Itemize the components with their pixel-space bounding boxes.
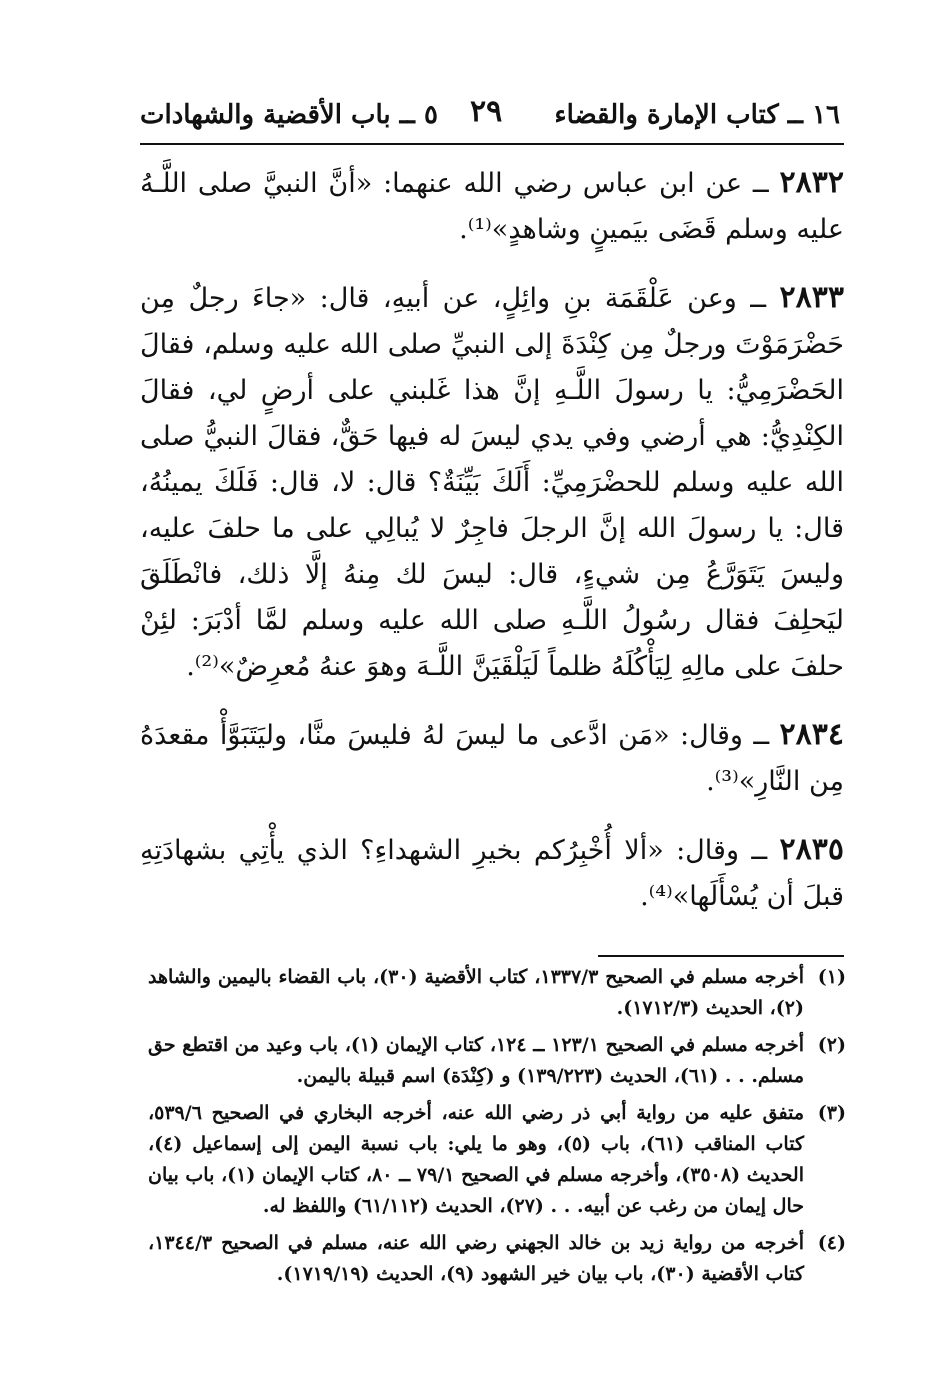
hadith-text: ــ وعن عَلْقَمَة بنِ وائِلٍ، عن أبيهِ، قال: «جاءَ رجلٌ مِن حَضْرَمَوْتَ ورجلٌ مِن كِنْدَةَ إلى النبيِّ صلى الله عليه وسلم، فقالَ الحَضْرَمِيُّ: يا رسولَ اللَّـهِ إنَّ هذا غَلبني على أرضٍ لي، فقالَ الكِنْدِيُّ: هي أرضي وفي يدي ليسَ له فيها حَقٌّ، فقالَ النبيُّ صلى الله عليه وسلم للحضْرَمِيِّ: أَلَكَ بَيِّنَةٌ؟ قال: لا، قال: فَلَكَ يمينُهُ، قال: يا رسولَ الله إنَّ الرجلَ فاجِرٌ لا يُبالِي على ما حلفَ عليه، وليسَ يَتَوَرَّعُ مِن شيءٍ، قال: ليسَ لك مِنهُ إلَّا ذلك، فانْطَلَقَ ليَحلِفَ فقال رسُولُ اللَّـهِ صلى الله عليه وسلم لمَّا أدْبَرَ: لئِنْ حلفَ على مالِهِ لِيَأْكُلَهُ ظلماً لَيَلْقَيَنَّ اللَّـهَ وهوَ عنهُ مُعرِضٌ»⁽²⁾. (140, 283, 844, 682)
footnote-text: أخرجه مسلم في الصحيح ١٢٣/١ ــ ١٢٤، كتاب الإيمان (١)، باب وعيد من اقتطع حق مسلم. . . (٦١)، الحديث (١٣٩/٢٢٣) و (كِنْدَة) اسم قبيلة باليمن. (148, 1034, 804, 1087)
hadith-number: ٢٨٣٣ (779, 280, 844, 315)
hadith-text: ــ عن ابن عباس رضي الله عنهما: «أنَّ النبيَّ صلى اللَّـهُ عليه وسلم قَضَى بيَمينٍ وشاهدٍ»⁽¹⁾. (140, 168, 844, 245)
hadith-2835 (140, 827, 844, 920)
footnote-text: أخرجه مسلم في الصحيح ١٣٣٧/٣، كتاب الأقضية (٣٠)، باب القضاء باليمين والشاهد (٢)، الحديث (١٧١٢/٣). (148, 966, 805, 1019)
footnote-3 (148, 1098, 846, 1222)
footnote-text: متفق عليه من رواية أبي ذر رضي الله عنه، أخرجه البخاري في الصحيح ٥٣٩/٦، كتاب المناقب (٦١)، باب (٥)، وهو ما يلي: باب نسبة اليمن إلى إسماعيل (٤)، الحديث (٣٥٠٨)، وأخرجه مسلم في الصحيح ٧٩/١ ــ ٨٠، كتاب الإيمان (١)، باب بيان حال إيمان من رغب عن أبيه. . . (٢٧)، الحديث (٦١/١١٢) واللفظ له. (148, 1102, 804, 1217)
footnote-1 (148, 962, 846, 1024)
hadith-number: ٢٨٣٢ (779, 165, 844, 200)
chapter-title: ٥ ــ باب الأقضية والشهادات (140, 100, 438, 130)
header-divider (140, 143, 844, 145)
footnote-mark: (٤) (817, 1232, 846, 1254)
footnote-divider (598, 955, 844, 957)
hadith-text: ــ وقال: «مَن ادَّعى ما ليسَ لهُ فليسَ منَّا، وليَتَبَوَّأْ مقعدَهُ مِن النَّارِ»⁽³⁾. (140, 720, 844, 797)
book-title: ١٦ ــ كتاب الإمارة والقضاء (554, 100, 840, 130)
hadith-2834 (140, 712, 844, 805)
hadith-number: ٢٨٣٥ (779, 832, 844, 867)
footnote-mark: (٣) (817, 1102, 846, 1124)
footnote-text: أخرجه من رواية زيد بن خالد الجهني رضي الله عنه، مسلم في الصحيح ١٣٤٤/٣، كتاب الأقضية (٣٠)، باب بيان خير الشهود (٩)، الحديث (١٧١٩/١٩). (148, 1232, 804, 1285)
page-number: ٢٩ (470, 94, 503, 129)
footnote-mark: (٢) (817, 1034, 846, 1056)
running-header (140, 96, 840, 136)
hadith-2832 (140, 160, 844, 253)
footnote-mark: (١) (817, 966, 846, 988)
footnote-4 (148, 1228, 846, 1290)
hadith-2833 (140, 275, 844, 690)
footnotes (148, 962, 846, 1296)
footnote-2 (148, 1030, 846, 1092)
main-text (140, 160, 844, 942)
hadith-text: ــ وقال: «ألا أُخْبِرُكم بخيرِ الشهداءِ؟ الذي يأْتِي بشهادَتِهِ قبلَ أن يُسْأَلَها»⁽⁴⁾. (140, 835, 844, 912)
hadith-number: ٢٨٣٤ (779, 717, 844, 752)
